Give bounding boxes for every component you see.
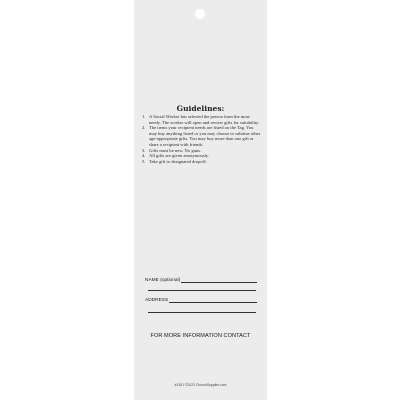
name-extra-line[interactable]: [148, 290, 256, 291]
guidelines-title: Guidelines:: [176, 104, 225, 113]
guideline-number: 3.: [142, 147, 146, 153]
guideline-text: The items your recipient needs are listed on the Tag. You may buy anything listed or you may choose to subtitue other age-appropriate gifts. You may buy more than one gift or share a recipient with friends.: [149, 125, 261, 147]
guideline-text: A Social Worker has selected the person from the most needy. The worker will open and review gifts for suitability.: [149, 114, 260, 125]
guideline-number: 5.: [142, 158, 146, 164]
guideline-item: [142, 159, 262, 165]
guideline-text: All gifts are given anonymously.: [149, 153, 210, 159]
contact-heading: FOR MORE INFORMATION CONTACT: [150, 333, 251, 339]
guideline-number: 2.: [142, 125, 146, 131]
footer-copyright: #1301 ©2023 ChurchSupplier.com: [174, 383, 227, 387]
guideline-text: Take gift to designated dropoff.: [149, 158, 207, 164]
name-write-line[interactable]: [181, 278, 257, 283]
address-extra-line[interactable]: [148, 312, 256, 313]
guideline-item: [142, 125, 262, 147]
gift-tag: [134, 0, 267, 400]
name-field[interactable]: [145, 278, 257, 283]
guideline-number: 1.: [142, 114, 146, 119]
guidelines-list: [142, 114, 262, 164]
guideline-number: 4.: [142, 153, 146, 159]
guideline-item: [142, 114, 262, 125]
address-field[interactable]: [145, 298, 257, 303]
tag-punch-hole: [195, 9, 205, 19]
name-label: NAME (optional): [145, 278, 181, 283]
guideline-text: Gifts must be new. No guns.: [149, 147, 202, 153]
address-write-line[interactable]: [169, 298, 257, 303]
address-label: ADDRESS: [145, 298, 169, 303]
